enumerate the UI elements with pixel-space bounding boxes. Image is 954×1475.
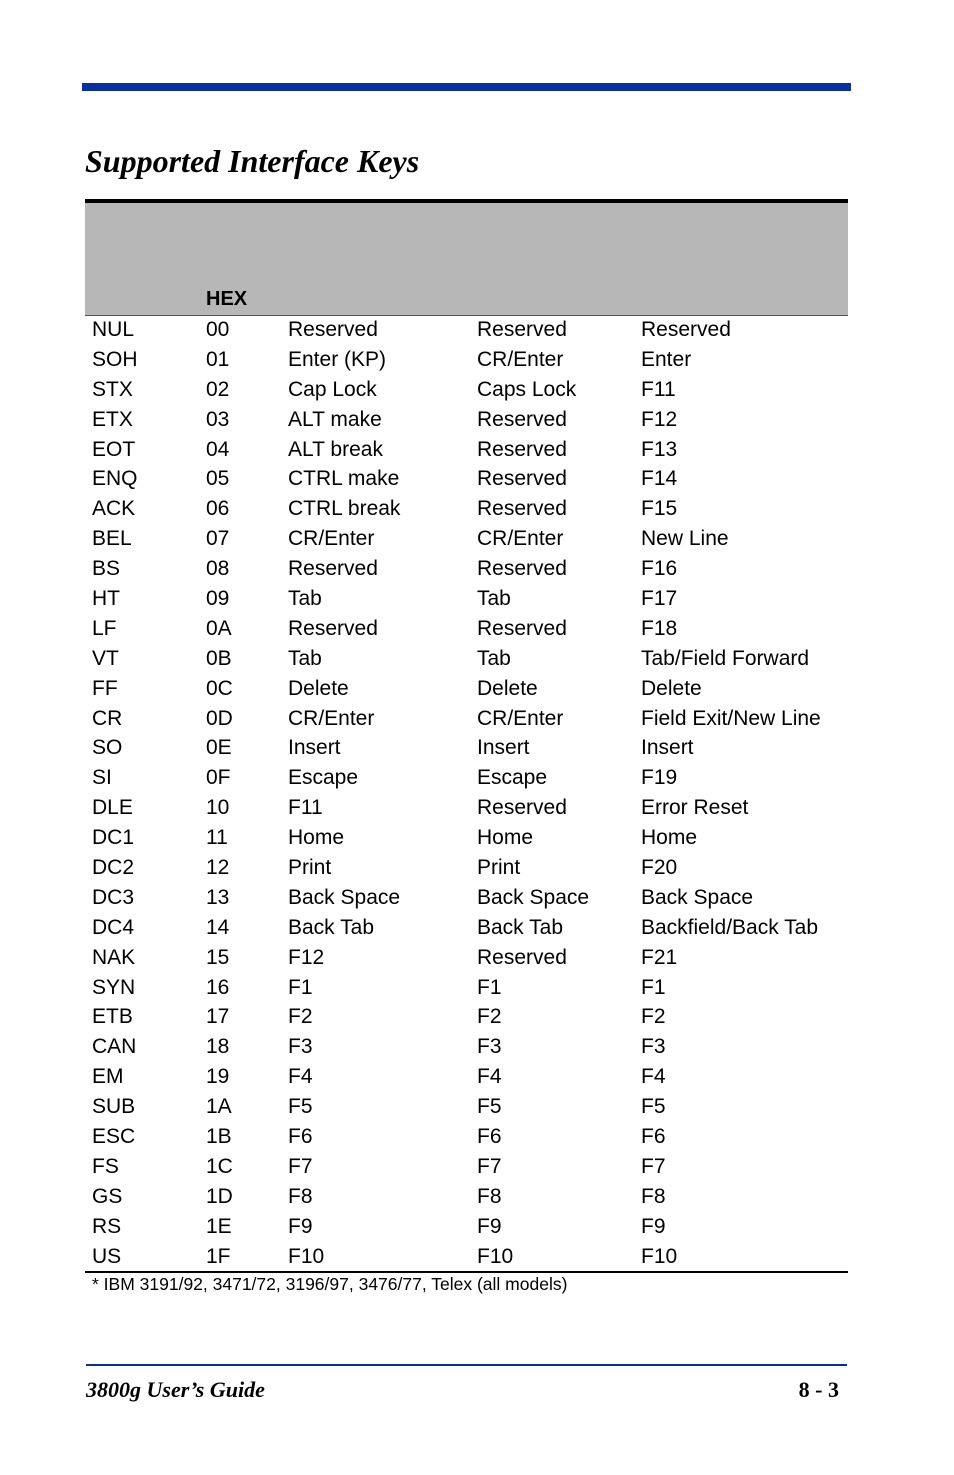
- interface-key-cell: Reserved: [288, 616, 378, 640]
- interface-key-cell: Delete: [288, 676, 349, 700]
- terminal-key-cell: F2: [641, 1005, 666, 1029]
- hex-code-cell: 17: [206, 1005, 230, 1029]
- hex-code-cell: 06: [206, 497, 230, 521]
- hex-code-cell: 1A: [206, 1095, 232, 1119]
- hex-code-cell: 14: [206, 915, 230, 939]
- ascii-code-cell: RS: [92, 1214, 122, 1238]
- interface-key-cell: Enter (KP): [288, 347, 387, 371]
- terminal-key-cell: Delete: [641, 676, 702, 700]
- hex-code-cell: 04: [206, 437, 230, 461]
- alt-interface-key-cell: Delete: [477, 676, 538, 700]
- hex-code-cell: 03: [206, 407, 230, 431]
- interface-key-cell: Back Tab: [288, 915, 374, 939]
- interface-key-cell: CTRL break: [288, 497, 401, 521]
- hex-code-cell: 13: [206, 885, 230, 909]
- alt-interface-key-cell: Reserved: [477, 796, 567, 820]
- table-row: [85, 913, 848, 943]
- table-row: [85, 1182, 848, 1212]
- hex-code-cell: 19: [206, 1065, 230, 1089]
- interface-key-cell: CR/Enter: [288, 527, 375, 551]
- table-row: [85, 345, 848, 375]
- alt-interface-key-cell: Back Tab: [477, 915, 563, 939]
- alt-interface-key-cell: CR/Enter: [477, 706, 564, 730]
- alt-interface-key-cell: CR/Enter: [477, 347, 564, 371]
- terminal-key-cell: F19: [641, 766, 678, 790]
- terminal-key-cell: F10: [641, 1244, 678, 1268]
- interface-key-cell: F3: [288, 1035, 313, 1059]
- table-row: [85, 674, 848, 704]
- table-row: [85, 494, 848, 524]
- table-row: [85, 1242, 848, 1272]
- alt-interface-key-cell: F6: [477, 1124, 502, 1148]
- interface-key-cell: Cap Lock: [288, 377, 377, 401]
- interface-key-cell: Reserved: [288, 557, 378, 581]
- ascii-code-cell: SOH: [92, 347, 138, 371]
- table-row: [85, 644, 848, 674]
- terminal-key-cell: F8: [641, 1184, 666, 1208]
- interface-key-cell: Reserved: [288, 317, 378, 341]
- alt-interface-key-cell: Home: [477, 826, 534, 850]
- interface-key-cell: CTRL make: [288, 467, 400, 491]
- interface-key-cell: F11: [288, 796, 323, 820]
- alt-interface-key-cell: F3: [477, 1035, 502, 1059]
- footer-page-number: 8 - 3: [798, 1377, 839, 1402]
- ascii-code-cell: ACK: [92, 497, 136, 521]
- ascii-code-cell: GS: [92, 1184, 123, 1208]
- ascii-code-cell: NUL: [92, 317, 135, 341]
- table-row: [85, 704, 848, 734]
- alt-interface-key-cell: Reserved: [477, 616, 567, 640]
- interface-key-cell: F4: [288, 1065, 313, 1089]
- terminal-key-cell: Back Space: [641, 885, 754, 909]
- alt-interface-key-cell: F7: [477, 1154, 502, 1178]
- interface-key-cell: F2: [288, 1005, 313, 1029]
- footer-guide-title: 3800g User’s Guide: [86, 1377, 265, 1402]
- table-row: [85, 763, 848, 793]
- table-row: [85, 315, 848, 345]
- ascii-code-cell: DC2: [92, 855, 135, 879]
- alt-interface-key-cell: F8: [477, 1184, 502, 1208]
- terminal-key-cell: F6: [641, 1124, 666, 1148]
- interface-key-cell: F7: [288, 1154, 313, 1178]
- interface-key-cell: Tab: [288, 586, 322, 610]
- terminal-key-cell: F18: [641, 616, 678, 640]
- hex-code-cell: 0F: [206, 766, 231, 790]
- interface-key-cell: F9: [288, 1214, 313, 1238]
- page-title: Supported Interface Keys: [85, 143, 420, 179]
- hex-code-cell: 0D: [206, 706, 233, 730]
- hex-code-cell: 01: [206, 347, 230, 371]
- ascii-code-cell: ENQ: [92, 467, 138, 491]
- interface-key-cell: Escape: [288, 766, 359, 790]
- top-accent-bar: [82, 83, 851, 91]
- hex-code-cell: 09: [206, 586, 230, 610]
- alt-interface-key-cell: Reserved: [477, 557, 567, 581]
- ascii-code-cell: DC1: [92, 826, 135, 850]
- alt-interface-key-cell: Tab: [477, 586, 511, 610]
- terminal-key-cell: F7: [641, 1154, 666, 1178]
- alt-interface-key-cell: Reserved: [477, 497, 567, 521]
- ascii-code-cell: CAN: [92, 1035, 137, 1059]
- alt-interface-key-cell: F5: [477, 1095, 502, 1119]
- table-row: [85, 853, 848, 883]
- table-row: [85, 584, 848, 614]
- terminal-key-cell: F13: [641, 437, 678, 461]
- hex-code-cell: 1C: [206, 1154, 233, 1178]
- table-footnote: * IBM 3191/92, 3471/72, 3196/97, 3476/77, Telex (all models): [92, 1274, 568, 1294]
- terminal-key-cell: F5: [641, 1095, 666, 1119]
- alt-interface-key-cell: Reserved: [477, 945, 567, 969]
- terminal-key-cell: F4: [641, 1065, 666, 1089]
- interface-key-cell: Insert: [288, 736, 341, 760]
- terminal-key-cell: F21: [641, 945, 678, 969]
- table-row: [85, 1122, 848, 1152]
- terminal-key-cell: F12: [641, 407, 678, 431]
- table-row: [85, 435, 848, 465]
- hex-code-cell: 00: [206, 317, 230, 341]
- hex-code-cell: 12: [206, 855, 230, 879]
- alt-interface-key-cell: F10: [477, 1244, 514, 1268]
- terminal-key-cell: F15: [641, 497, 678, 521]
- ascii-code-cell: DC3: [92, 885, 135, 909]
- terminal-key-cell: New Line: [641, 527, 729, 551]
- alt-interface-key-cell: F9: [477, 1214, 502, 1238]
- ascii-code-cell: ETB: [92, 1005, 133, 1029]
- ascii-code-cell: DLE: [92, 796, 133, 820]
- hex-code-cell: 1B: [206, 1124, 232, 1148]
- ascii-code-cell: BEL: [92, 527, 132, 551]
- table-row: [85, 733, 848, 763]
- interface-key-cell: F8: [288, 1184, 313, 1208]
- ascii-code-cell: ESC: [92, 1124, 136, 1148]
- terminal-key-cell: F11: [641, 377, 676, 401]
- ascii-code-cell: CR: [92, 706, 123, 730]
- ascii-code-cell: SI: [92, 766, 112, 790]
- table-row: [85, 973, 848, 1003]
- table-row: [85, 464, 848, 494]
- ascii-code-cell: FF: [92, 676, 118, 700]
- terminal-key-cell: F9: [641, 1214, 666, 1238]
- table-row: [85, 1032, 848, 1062]
- footer-rule: [86, 1364, 847, 1366]
- interface-key-cell: Tab: [288, 646, 322, 670]
- ascii-code-cell: HT: [92, 586, 120, 610]
- terminal-key-cell: Enter: [641, 347, 692, 371]
- key-table-body: [85, 315, 848, 1272]
- terminal-key-cell: Tab/Field Forward: [641, 646, 810, 670]
- hex-code-cell: 05: [206, 467, 230, 491]
- table-row: [85, 614, 848, 644]
- table-row: [85, 1212, 848, 1242]
- ascii-code-cell: SYN: [92, 975, 136, 999]
- table-row: [85, 823, 848, 853]
- table-row: [85, 1092, 848, 1122]
- hex-code-cell: 07: [206, 527, 230, 551]
- interface-key-cell: F6: [288, 1124, 313, 1148]
- table-row: [85, 793, 848, 823]
- alt-interface-key-cell: F2: [477, 1005, 502, 1029]
- alt-interface-key-cell: F1: [477, 975, 502, 999]
- terminal-key-cell: Field Exit/New Line: [641, 706, 821, 730]
- hex-code-cell: 16: [206, 975, 230, 999]
- hex-code-cell: 1D: [206, 1184, 233, 1208]
- ascii-code-cell: FS: [92, 1154, 119, 1178]
- ascii-code-cell: LF: [92, 616, 117, 640]
- table-row: [85, 883, 848, 913]
- table-row: [85, 1152, 848, 1182]
- ascii-code-cell: BS: [92, 557, 121, 581]
- interface-key-cell: Print: [288, 855, 332, 879]
- table-row: [85, 943, 848, 973]
- alt-interface-key-cell: Print: [477, 855, 521, 879]
- alt-interface-key-cell: Back Space: [477, 885, 590, 909]
- hex-code-cell: 08: [206, 557, 230, 581]
- alt-interface-key-cell: Reserved: [477, 317, 567, 341]
- ascii-code-cell: US: [92, 1244, 122, 1268]
- interface-key-cell: F12: [288, 945, 325, 969]
- hex-code-cell: 02: [206, 377, 230, 401]
- terminal-key-cell: F3: [641, 1035, 666, 1059]
- ascii-code-cell: SUB: [92, 1095, 136, 1119]
- table-row: [85, 524, 848, 554]
- ascii-code-cell: STX: [92, 377, 133, 401]
- ascii-code-cell: ETX: [92, 407, 133, 431]
- interface-key-cell: F5: [288, 1095, 313, 1119]
- ascii-code-cell: DC4: [92, 915, 135, 939]
- alt-interface-key-cell: Reserved: [477, 437, 567, 461]
- hex-code-cell: 0C: [206, 676, 233, 700]
- hex-code-cell: 15: [206, 945, 230, 969]
- interface-key-cell: F10: [288, 1244, 325, 1268]
- hex-code-cell: 0A: [206, 616, 232, 640]
- table-row: [85, 1002, 848, 1032]
- hex-code-cell: 0B: [206, 646, 232, 670]
- terminal-key-cell: F1: [641, 975, 666, 999]
- table-header: [85, 203, 848, 316]
- hex-code-cell: 1E: [206, 1214, 232, 1238]
- interface-key-cell: Home: [288, 826, 345, 850]
- hex-column-header: HEX: [206, 288, 248, 310]
- alt-interface-key-cell: Reserved: [477, 407, 567, 431]
- hex-code-cell: 10: [206, 796, 230, 820]
- interface-key-cell: Back Space: [288, 885, 401, 909]
- interface-key-cell: F1: [288, 975, 313, 999]
- terminal-key-cell: F20: [641, 855, 678, 879]
- ascii-code-cell: NAK: [92, 945, 136, 969]
- table-row: [85, 1062, 848, 1092]
- hex-code-cell: 11: [206, 826, 228, 850]
- ascii-code-cell: EM: [92, 1065, 124, 1089]
- hex-code-cell: 0E: [206, 736, 232, 760]
- alt-interface-key-cell: Escape: [477, 766, 548, 790]
- alt-interface-key-cell: F4: [477, 1065, 502, 1089]
- table-row: [85, 405, 848, 435]
- alt-interface-key-cell: Caps Lock: [477, 377, 577, 401]
- terminal-key-cell: Reserved: [641, 317, 731, 341]
- ascii-code-cell: VT: [92, 646, 119, 670]
- ascii-code-cell: SO: [92, 736, 123, 760]
- table-row: [85, 554, 848, 584]
- alt-interface-key-cell: Tab: [477, 646, 511, 670]
- interface-key-cell: ALT make: [288, 407, 382, 431]
- terminal-key-cell: Home: [641, 826, 698, 850]
- hex-code-cell: 18: [206, 1035, 230, 1059]
- table-row: [85, 375, 848, 405]
- terminal-key-cell: Error Reset: [641, 796, 749, 820]
- hex-code-cell: 1F: [206, 1244, 231, 1268]
- interface-key-cell: CR/Enter: [288, 706, 375, 730]
- ascii-code-cell: EOT: [92, 437, 136, 461]
- terminal-key-cell: Insert: [641, 736, 694, 760]
- interface-key-cell: ALT break: [288, 437, 383, 461]
- alt-interface-key-cell: Reserved: [477, 467, 567, 491]
- alt-interface-key-cell: Insert: [477, 736, 530, 760]
- terminal-key-cell: F16: [641, 557, 678, 581]
- terminal-key-cell: Backfield/Back Tab: [641, 915, 819, 939]
- terminal-key-cell: F17: [641, 586, 678, 610]
- terminal-key-cell: F14: [641, 467, 678, 491]
- alt-interface-key-cell: CR/Enter: [477, 527, 564, 551]
